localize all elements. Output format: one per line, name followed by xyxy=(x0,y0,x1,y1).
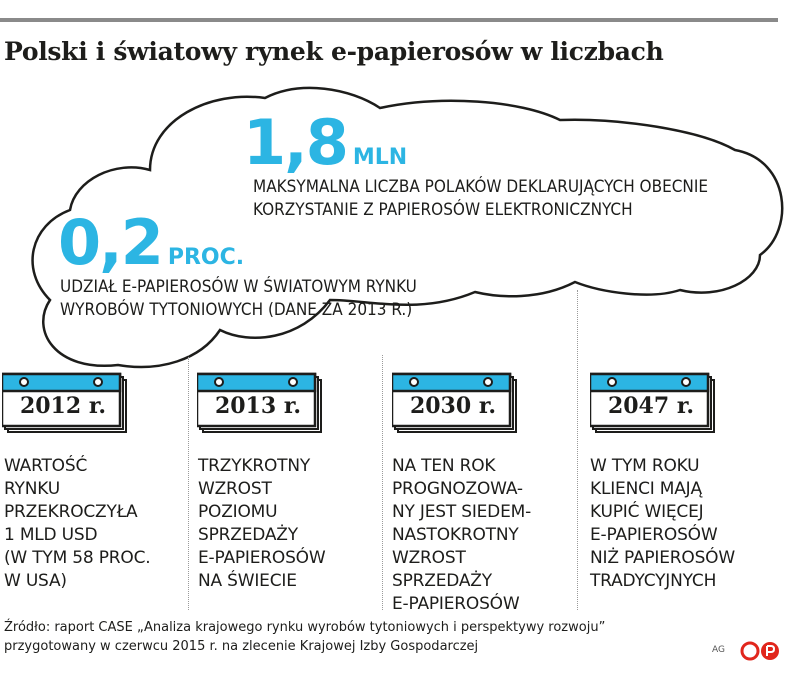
text-line: RYNKU xyxy=(4,479,60,499)
text-line: KLIENCI MAJĄ xyxy=(590,479,702,499)
year-2030-text xyxy=(392,455,576,616)
text-line: NA ŚWIECIE xyxy=(198,571,297,591)
text-line: W USA) xyxy=(4,571,67,591)
year-label: 2012 r. xyxy=(19,393,107,419)
stat-1-description: MAKSYMALNA LICZBA POLAKÓW DEKLARUJĄCYCH OBECNIE KORZYSTANIE Z PAPIEROSÓW ELEKTRONICZNYCH xyxy=(253,177,709,220)
source-line-1: Źródło: raport CASE „Analiza krajowego rynku wyrobów tytoniowych i perspektywy rozwoju” xyxy=(4,620,606,635)
publisher-logo-icon xyxy=(740,640,782,662)
text-line: 1 MLD USD xyxy=(4,525,98,545)
column-divider xyxy=(577,290,578,610)
year-2047-text xyxy=(590,455,795,593)
author-credit: AG xyxy=(712,645,725,655)
year-label: 2047 r. xyxy=(607,393,695,419)
text-line: TRADYCYJNYCH xyxy=(590,571,717,591)
source-line-2: przygotowany w czerwcu 2015 r. na zlecenie Krajowej Izby Gospodarczej xyxy=(4,639,479,654)
text-line: W TYM ROKU xyxy=(590,456,700,476)
text-line: NY JEST SIEDEM- xyxy=(392,502,532,522)
column-divider xyxy=(188,355,189,610)
text-line: NASTOKROTNY xyxy=(392,525,519,545)
text-line: SPRZEDAŻY xyxy=(198,525,298,545)
year-2012-text xyxy=(4,455,184,593)
text-line: NA TEN ROK xyxy=(392,456,496,476)
text-line: E-PAPIEROSÓW xyxy=(198,548,326,568)
year-2013-text xyxy=(198,455,380,593)
text-line: E-PAPIEROSÓW xyxy=(392,594,520,614)
year-label: 2013 r. xyxy=(214,393,302,419)
calendar-icon xyxy=(2,370,132,440)
text-line: NIŻ PAPIEROSÓW xyxy=(590,548,735,568)
stat-1-unit: MLN xyxy=(352,145,408,170)
text-line: WZROST xyxy=(392,548,466,568)
text-line: E-PAPIEROSÓW xyxy=(590,525,718,545)
text-line: WZROST xyxy=(198,479,272,499)
text-line: TRZYKROTNY xyxy=(198,456,311,476)
stat-2-number: 0,2 xyxy=(58,206,162,279)
stat-1-figure xyxy=(243,106,408,179)
stat-2-unit: PROC. xyxy=(167,245,245,270)
source-note xyxy=(4,618,794,656)
calendar-icon xyxy=(392,370,522,440)
calendar-icon xyxy=(590,370,720,440)
text-line: PRZEKROCZYŁA xyxy=(4,502,138,522)
year-label: 2030 r. xyxy=(409,393,497,419)
text-line: KUPIĆ WIĘCEJ xyxy=(590,502,704,522)
page-title: Polski i światowy rynek e-papierosów w liczbach xyxy=(4,37,664,66)
text-line: WARTOŚĆ xyxy=(4,456,88,476)
text-line: SPRZEDAŻY xyxy=(392,571,492,591)
stat-2-description: UDZIAŁ E-PAPIEROSÓW W ŚWIATOWYM RYNKU WYROBÓW TYTONIOWYCH (DANE ZA 2013 R.) xyxy=(60,277,417,320)
column-divider xyxy=(382,355,383,610)
text-line: PROGNOZOWA- xyxy=(392,479,523,499)
text-line: POZIOMU xyxy=(198,502,278,522)
stat-2-figure xyxy=(58,206,245,279)
stat-1-number: 1,8 xyxy=(243,106,347,179)
text-line: (W TYM 58 PROC. xyxy=(4,548,151,568)
calendar-icon xyxy=(197,370,327,440)
